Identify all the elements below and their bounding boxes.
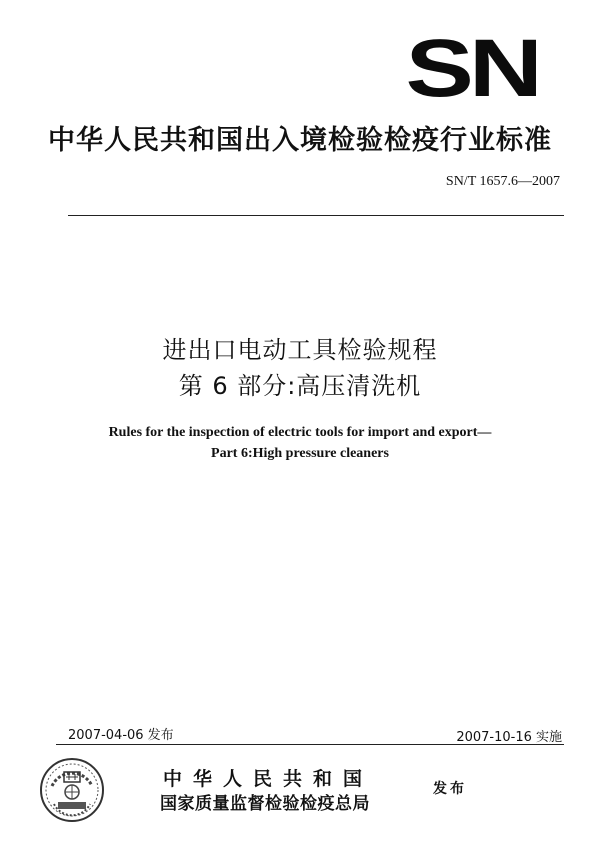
issuer-agency: 国家质量监督检验检疫总局	[160, 794, 370, 814]
document-title	[0, 332, 600, 404]
english-title	[0, 422, 600, 464]
top-divider	[68, 215, 564, 216]
title-zh-line2: 第 6 部分:高压清洗机	[178, 372, 422, 400]
issuer-country: 中华人民共和国	[163, 768, 374, 790]
issue-date: 2007-04-06 发布	[68, 728, 174, 743]
title-zh-line1: 进出口电动工具检验规程	[162, 336, 438, 364]
official-seal-icon	[38, 756, 106, 828]
standard-code: SN/T 1657.6—2007	[445, 174, 560, 189]
standard-category-title: 中华人民共和国出入境检验检疫行业标准	[48, 125, 552, 156]
title-en-line2: Part 6:High pressure cleaners	[211, 446, 389, 461]
bottom-divider	[56, 744, 564, 745]
implement-date: 2007-10-16 实施	[456, 730, 562, 745]
publish-label: 发布	[433, 781, 467, 797]
sn-logo: SN	[405, 23, 538, 114]
title-en-line1: Rules for the inspection of electric tools for import and export—	[108, 425, 492, 440]
